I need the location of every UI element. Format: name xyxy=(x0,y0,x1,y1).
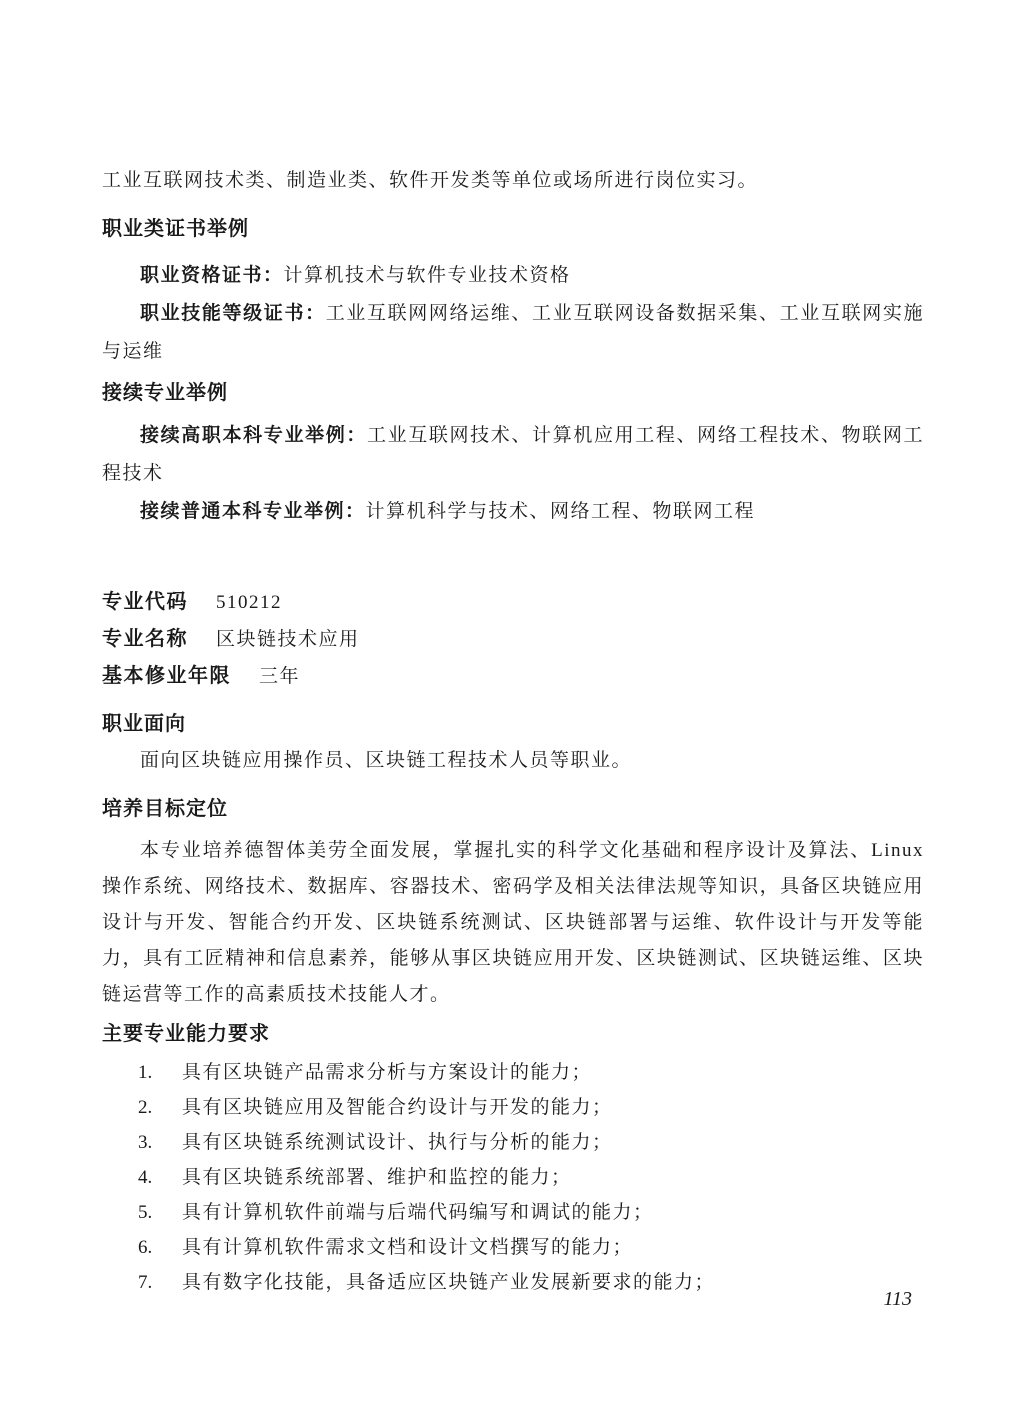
list-item xyxy=(138,1160,924,1195)
list-item xyxy=(138,1265,924,1300)
study-years-label: 基本修业年限 xyxy=(102,665,231,687)
certificate-qualification-text: 计算机技术与软件专业技术资格 xyxy=(283,265,571,286)
training-objectives-text: 本专业培养德智体美劳全面发展，掌握扎实的科学文化基础和程序设计及算法、Linux 操作系统、网络技术、数据库、容器技术、密码学及相关法律法规等知识，具备区块链应用设计与开发、智能合约开发、区块链系统测试、区块链部署与运维、软件设计与开发等能力，具有工匠精神和信息素养，能够从事区块链应用开发、区块链测试、区块链运维、区块链运营等工作的高素质技术技能人才。 xyxy=(102,840,924,1005)
list-item-text: 具有区块链系统部署、维护和监控的能力； xyxy=(182,1167,572,1188)
list-item xyxy=(138,1055,924,1090)
continue-regular-bachelor-line xyxy=(102,493,924,531)
continue-vocational-bachelor-label: 接续高职本科专业举例： xyxy=(140,425,367,446)
list-item-number: 2. xyxy=(138,1097,153,1118)
continue-regular-bachelor-label: 接续普通本科专业举例： xyxy=(140,501,366,522)
major-info-block xyxy=(102,584,924,695)
certificate-qualification-line xyxy=(102,257,924,295)
study-years-row xyxy=(102,658,924,695)
certificate-skill-level-line xyxy=(102,295,924,371)
list-item-number: 1. xyxy=(138,1062,153,1083)
list-item-number: 6. xyxy=(138,1237,153,1258)
heading-career-orientation: 职业面向 xyxy=(102,713,186,735)
major-code-label: 专业代码 xyxy=(102,591,188,613)
page-content xyxy=(102,163,924,1300)
continue-vocational-bachelor-line xyxy=(102,417,924,493)
list-item-number: 3. xyxy=(138,1132,153,1153)
internship-continuation-text: 工业互联网技术类、制造业类、软件开发类等单位或场所进行岗位实习。 xyxy=(102,170,759,191)
certificate-qualification-label: 职业资格证书： xyxy=(140,265,284,286)
heading-ability-requirements: 主要专业能力要求 xyxy=(102,1023,270,1045)
continue-vocational-bachelor-text: 工业互联网技术、计算机应用工程、网络工程技术、物联网工程技术 xyxy=(102,425,924,484)
major-code-value: 510212 xyxy=(216,592,282,613)
major-name-row xyxy=(102,621,924,658)
list-item-number: 5. xyxy=(138,1202,153,1223)
heading-continue-major-examples: 接续专业举例 xyxy=(102,382,228,404)
list-item xyxy=(138,1195,924,1230)
list-item xyxy=(138,1090,924,1125)
certificate-skill-level-text: 工业互联网网络运维、工业互联网设备数据采集、工业互联网实施与运维 xyxy=(102,303,924,362)
list-item-text: 具有区块链产品需求分析与方案设计的能力； xyxy=(182,1062,593,1083)
study-years-value: 三年 xyxy=(259,666,301,687)
list-item-text: 具有数字化技能，具备适应区块链产业发展新要求的能力； xyxy=(182,1272,716,1293)
list-item-number: 4. xyxy=(138,1167,153,1188)
list-item xyxy=(138,1230,924,1265)
list-item-text: 具有区块链系统测试设计、执行与分析的能力； xyxy=(182,1132,613,1153)
list-item-text: 具有计算机软件前端与后端代码编写和调试的能力； xyxy=(182,1202,654,1223)
heading-training-objectives: 培养目标定位 xyxy=(102,798,228,820)
page-number: 113 xyxy=(883,1288,912,1310)
major-name-label: 专业名称 xyxy=(102,628,188,650)
career-orientation-text: 面向区块链应用操作员、区块链工程技术人员等职业。 xyxy=(140,750,633,771)
list-item-text: 具有区块链应用及智能合约设计与开发的能力； xyxy=(182,1097,613,1118)
major-name-value: 区块链技术应用 xyxy=(216,629,360,650)
certificate-skill-level-label: 职业技能等级证书： xyxy=(140,303,326,324)
continue-regular-bachelor-text: 计算机科学与技术、网络工程、物联网工程 xyxy=(365,501,756,522)
list-item-text: 具有计算机软件需求文档和设计文档撰写的能力； xyxy=(182,1237,634,1258)
ability-requirements-list xyxy=(102,1055,924,1300)
list-item-number: 7. xyxy=(138,1272,153,1293)
major-code-row xyxy=(102,584,924,621)
list-item xyxy=(138,1125,924,1160)
heading-certificate-examples: 职业类证书举例 xyxy=(102,218,249,240)
